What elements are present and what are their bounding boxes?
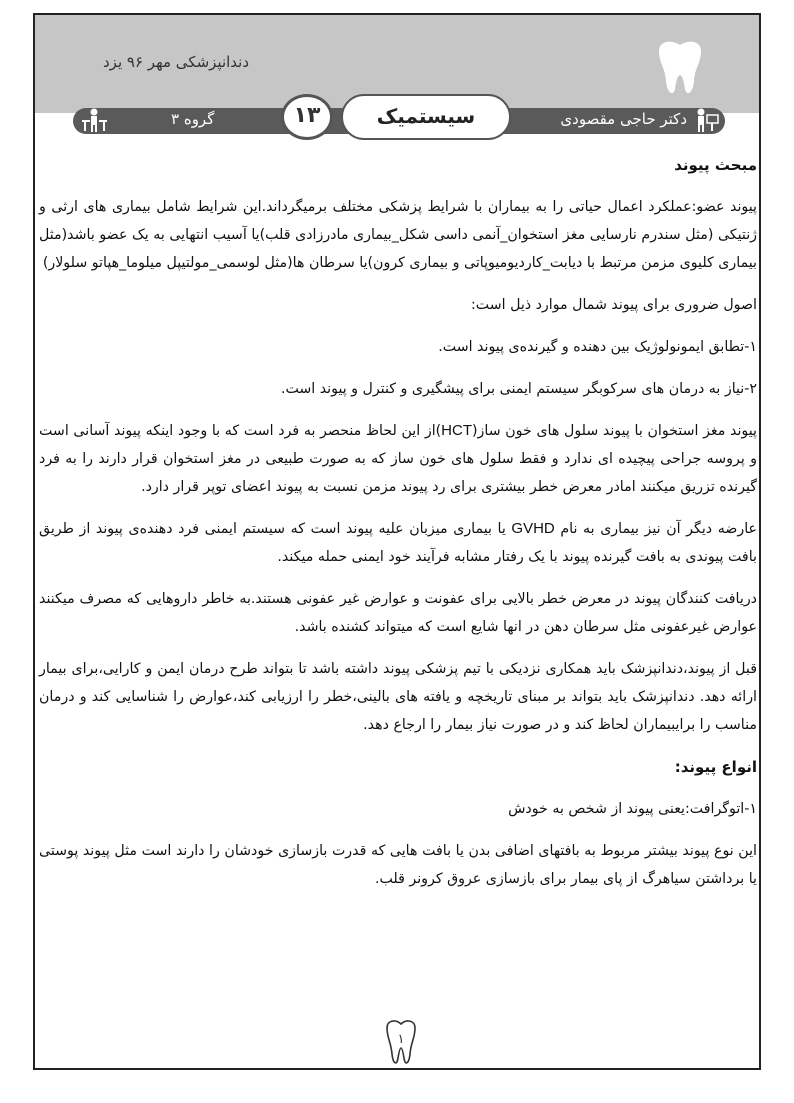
teacher-desk-icon: [79, 107, 109, 133]
course-title: سیستمیک: [341, 94, 511, 140]
page-number-tooth-icon: [381, 1018, 421, 1068]
group-label: گروه ۳: [171, 110, 215, 128]
list-item-autograft: ۱-اتوگرافت:یعنی پیوند از شخص به خودش: [508, 801, 757, 817]
lecture-number-badge: ۱۳: [281, 94, 333, 140]
paragraph-organ-transplant: پیوند عضو:عملکرد اعمال حیاتی را به بیماران با شرایط پزشکی مختلف برمیگرداند.این شرایط شامل بیماری های ارثی و ژنتیکی (مثل سندرم نارسایی مغز استخوان_آنمی داسی شکل_بیماری مادرزادی قلب)یا آسیب انتهایی به یک عضو باشد(مثل بیماری کلیوی مزمن مرتبط با دیابت_کاردیومیوپاتی و بیماری کرون)یا سرطان ها(مثل لوسمی_مولتیپل میلوما_هپاتو سلولار): [39, 199, 757, 271]
paragraph-gvhd: عارضه دیگر آن نیز بیماری به نام GVHD یا بیماری میزبان علیه پیوند است که سیستم ایمنی فرد دهنده‌ی پیوند از طریق بافت پیوندی به بافت گیرنده پیوند با یک رفتار مشابه فرآیند خود ایمنی حمله میکند.: [39, 520, 757, 565]
gvhd-abbr: GVHD: [511, 520, 555, 537]
paragraph-recipients: دریافت کنندگان پیوند در معرض خطر بالایی برای عفونت و عوارض غیر عفونی هستند.به خاطر داروهایی که مصرف میکنند عوارض غیرعفونی مثل سرطان دهن در انها شایع است که میتواند کشنده باشد.: [39, 591, 757, 635]
section-heading-transplant: مبحث پیوند: [674, 156, 757, 174]
section-heading-types: انواع پیوند:: [674, 758, 757, 776]
list-item-2: ۲-نیاز به درمان های سرکوبگر سیستم ایمنی برای پیشگیری و کنترل و پیوند است.: [280, 381, 757, 397]
teacher-board-icon: [691, 107, 721, 133]
paragraph-dentist: قبل از پیوند،دندانپزشک باید همکاری نزدیکی با تیم پزشکی پیوند داشته باشد تا بتواند طرح درمان ایمن و کارایی،برای بیمار ارائه دهد. دندانپزشک باید بتواند بر مبنای تاریخچه و یافته های بالینی،خطر را ارزیابی کند،عوارض را شناسایی کند و درمان مناسب را برایبیماران لحاظ کند و در صورت نیاز بیمار را ارجاع دهد.: [39, 661, 757, 733]
paragraph-principles: اصول ضروری برای پیوند شمال موارد ذیل است:: [471, 297, 757, 313]
list-item-1: ۱-تطابق ایمونولوژیک بین دهنده و گیرنده‌ی پیوند است.: [438, 339, 757, 355]
hct-abbr: HCT: [441, 422, 472, 439]
author-name: دکتر حاجی مقصودی: [560, 110, 687, 128]
page-number: ۱: [397, 1032, 405, 1047]
tooth-logo-icon: [649, 37, 711, 99]
paragraph-autograft-detail: این نوع پیوند بیشتر مربوط به بافتهای اضافی بدن یا بافت هایی که قدرت بازسازی خودشان را دارند است مثل پیوند پوستی یا برداشتن سیاهرگ از پای بیمار برای بازسازی عروق کرونر قلب.: [39, 843, 757, 887]
university-name: دندانپزشکی مهر ۹۶ یزد: [103, 53, 250, 71]
document-body: [39, 151, 757, 907]
paragraph-hct: پیوند مغز استخوان با پیوند سلول های خون ساز(HCT)از این لحاظ منحصر به فرد است که با وجود اینکه پیوند آسانی است و پروسه جراحی پیچیده ای ندارد و فقط سلول های خون ساز که به صورت طبیعی در مغز استخوان قرار دارند را به فرد گیرنده تزریق میکنند امادر معرض خطر بیشتری برای رد پیوند مزمن نسبت به پیوند اعضای توپر قرار دارد.: [39, 422, 757, 495]
page-frame: [33, 13, 761, 1070]
